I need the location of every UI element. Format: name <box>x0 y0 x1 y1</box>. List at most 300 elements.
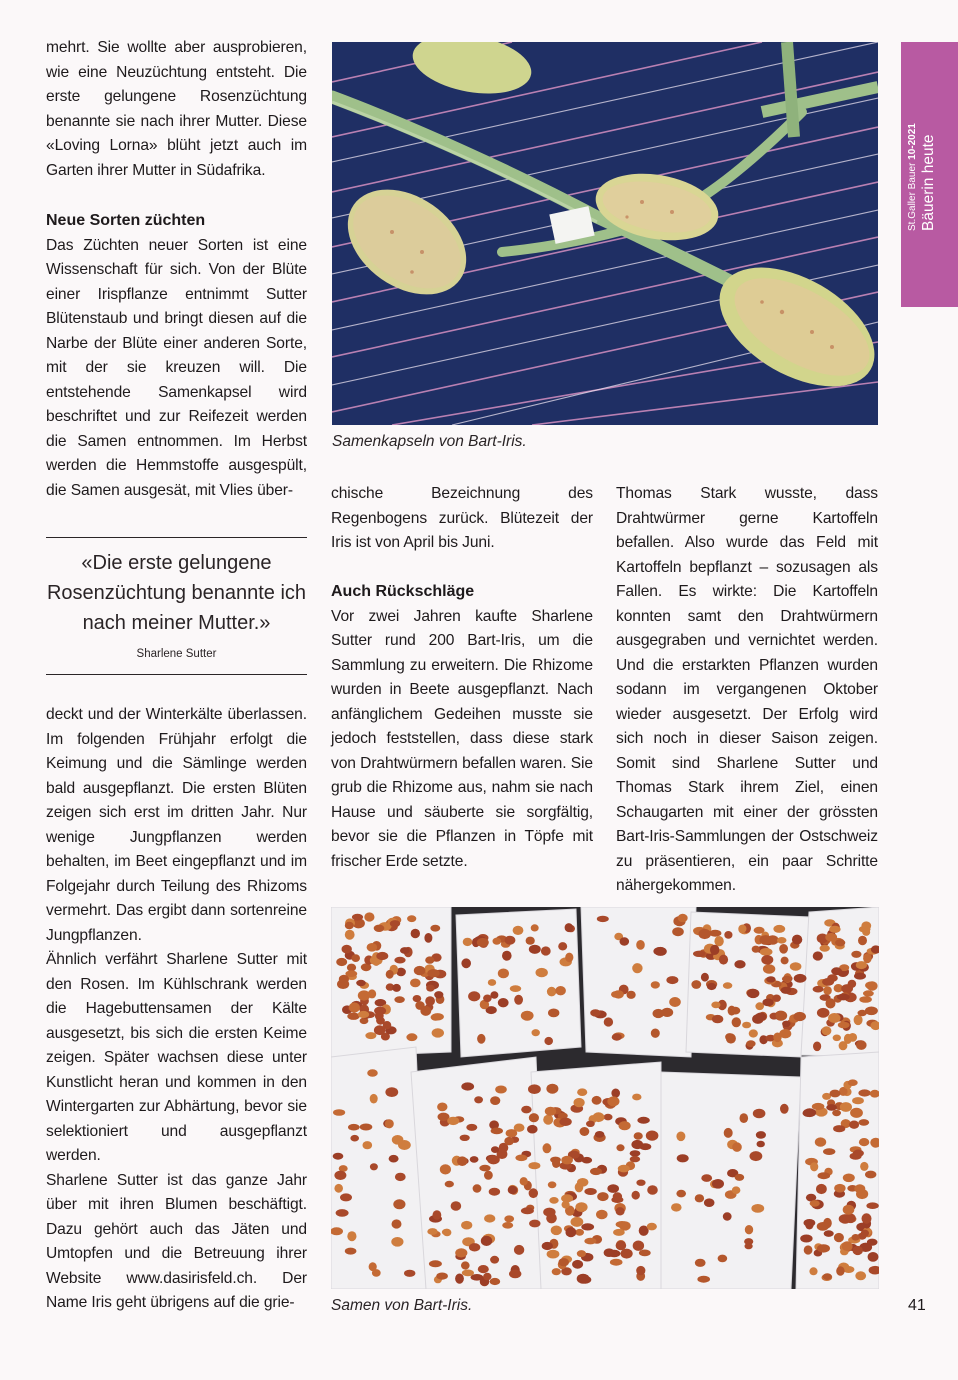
seed-mark <box>841 984 853 993</box>
seed-mark <box>858 936 867 946</box>
seed-mark <box>368 989 376 998</box>
seed-mark <box>515 1155 527 1162</box>
paragraph: mehrt. Sie wollte aber ausprobieren, wie eine Neuzüchtung entsteht. Die erste gelungene Rosenzüchtung benannte sie nach ihrer Mutter. Diese «Loving Lorna» blüht jetzt auch im Garten ihrer Mutter in Südafrika. <box>46 39 307 179</box>
seed-mark <box>843 1174 855 1183</box>
pull-quote <box>46 548 307 660</box>
seed-mark <box>457 1156 467 1166</box>
seed-mark <box>558 942 567 950</box>
seed-mark <box>406 1033 417 1041</box>
seed-mark <box>580 1127 590 1136</box>
seed-mark <box>636 940 645 950</box>
seed-mark <box>772 995 781 1002</box>
seed-mark <box>651 981 660 988</box>
seed-mark <box>447 1117 459 1125</box>
seed-mark <box>868 1252 879 1262</box>
seed-mark <box>372 1269 381 1277</box>
seed-mark <box>529 1188 538 1198</box>
seed-mark <box>861 1230 869 1237</box>
quote-rule-top <box>46 537 307 538</box>
seed-mark <box>479 1165 490 1172</box>
seed-mark <box>345 1248 357 1255</box>
column-1-bottom <box>46 703 307 1316</box>
seed-mark <box>490 1096 500 1105</box>
seed-mark <box>440 1164 451 1174</box>
seed-mark <box>671 1203 682 1211</box>
seed-mark <box>528 1162 540 1169</box>
seed-mark <box>833 1035 841 1042</box>
seed-mark <box>632 963 642 973</box>
column-2-top <box>331 482 593 556</box>
seed-mark <box>620 937 630 945</box>
seed-mark <box>630 1156 640 1162</box>
seed-mark <box>858 1010 867 1016</box>
seed-mark <box>433 1210 442 1220</box>
seed-mark <box>742 1022 751 1029</box>
seed-mark <box>565 923 573 932</box>
seed-mark <box>636 1266 645 1275</box>
seed-mark <box>822 1026 832 1035</box>
seed-mark <box>780 1104 789 1114</box>
seed-mark <box>577 1088 587 1096</box>
seed-mark <box>461 958 471 968</box>
seed-mark <box>420 1006 431 1016</box>
seed-mark <box>549 1197 558 1204</box>
seed-mark <box>575 1229 584 1236</box>
seed-mark <box>348 1124 360 1131</box>
seed-mark <box>854 973 866 980</box>
seed-mark <box>548 1181 557 1188</box>
seed-mark <box>718 1255 728 1263</box>
seed-mark <box>407 915 416 922</box>
seed-mark <box>677 1154 689 1162</box>
seed-mark <box>545 1107 556 1116</box>
seed-mark <box>824 1230 834 1237</box>
seed-mark <box>852 1234 860 1241</box>
seed-mark <box>340 1193 352 1201</box>
seed-mark <box>676 1190 686 1198</box>
caption-seed-capsules: Samenkapseln von Bart-Iris. <box>332 433 527 450</box>
seed-mark <box>848 1079 858 1086</box>
seed-mark <box>489 1188 500 1196</box>
seed-mark <box>427 1228 437 1235</box>
seed-mark <box>429 1260 442 1267</box>
seed-mark <box>856 1040 867 1050</box>
seed-mark <box>676 1132 685 1142</box>
seed-mark <box>762 999 773 1007</box>
seed-mark <box>360 1124 373 1131</box>
seed-mark <box>424 933 432 943</box>
seed-mark <box>863 953 872 963</box>
seed-mark <box>597 1192 608 1201</box>
seed-mark <box>842 1241 853 1251</box>
seed-mark <box>631 1140 643 1149</box>
seed-mark <box>850 1108 863 1118</box>
seed-mark <box>577 1274 590 1284</box>
seed-mark <box>756 1131 766 1139</box>
seed-mark <box>577 1250 586 1257</box>
seed-mark <box>391 1237 403 1247</box>
seed-mark <box>477 1034 485 1044</box>
seeds-illustration <box>331 907 879 1289</box>
seed-mark <box>565 953 573 963</box>
seed-mark <box>566 1227 577 1237</box>
seed-mark <box>364 912 374 921</box>
seed-mark <box>695 1259 706 1267</box>
seed-mark <box>816 1184 827 1194</box>
section-heading: Neue Sorten züchten <box>46 212 206 229</box>
seed-mark <box>653 1009 665 1018</box>
seed-mark <box>800 1235 812 1243</box>
seed-mark <box>777 937 787 944</box>
seed-mark <box>832 1110 841 1116</box>
seed-mark <box>833 1125 845 1132</box>
seed-mark <box>695 1194 704 1202</box>
seed-mark <box>612 1034 622 1041</box>
seed-mark <box>604 1017 613 1026</box>
seed-mark <box>621 1249 633 1259</box>
seed-mark <box>723 1212 732 1220</box>
seed-mark <box>430 925 440 932</box>
seed-mark <box>854 1184 865 1193</box>
seed-mark <box>740 1113 749 1123</box>
seed-mark <box>813 1042 821 1052</box>
seed-mark <box>724 1128 733 1138</box>
seed-mark <box>633 1241 644 1251</box>
seed-mark <box>711 1002 720 1009</box>
seed-mark <box>752 946 760 953</box>
seed-mark <box>582 1157 593 1164</box>
seed-mark <box>651 1029 660 1038</box>
seed-mark <box>385 1119 394 1128</box>
seed-mark <box>634 1132 643 1140</box>
seed-mark <box>351 954 360 962</box>
seed-mark <box>862 1213 872 1223</box>
seed-mark <box>436 1273 448 1280</box>
paragraph: Vor zwei Jahren kaufte Sharlene Sutter rund 200 Bart-Iris, um die Sammlung zu erweitern. Die Rhizome wurden in Beete ausgepflanzt. Nach anfänglichem Gedeihen musste sie jedoch feststellen, dass diese stark von Drahtwürmern befallen waren. Sie grub die Rhizome aus, nahm sie nach Hause und säuberte sie sorgfältig, bevor sie die Pflanzen in Töpfe mit frischer Erde setzte. <box>331 607 593 870</box>
seed-mark <box>474 1096 483 1103</box>
seed-mark <box>699 929 711 939</box>
seed-mark <box>562 1201 570 1209</box>
seed-mark <box>604 1248 615 1257</box>
seed-mark <box>790 962 802 971</box>
seed-mark <box>575 1202 587 1212</box>
seed-mark <box>611 991 620 998</box>
seed-mark <box>514 1245 524 1255</box>
seed-mark <box>484 1214 495 1222</box>
seed-mark <box>547 1250 560 1259</box>
seed-mark <box>730 1007 740 1015</box>
seed-mark <box>427 969 439 977</box>
seed-mark <box>400 947 410 954</box>
seed-mark <box>745 1225 753 1234</box>
seed-mark <box>734 960 745 968</box>
seed-mark <box>793 1012 806 1021</box>
seed-mark <box>463 938 473 946</box>
seed-mark <box>392 984 401 992</box>
seed-mark <box>859 1138 869 1146</box>
seed-mark <box>719 955 728 965</box>
seed-mark <box>709 930 721 937</box>
seed-mark <box>547 987 556 997</box>
seed-mark <box>392 1135 404 1145</box>
paragraph: chische Bezeichnung des Regenbogens zurück. Blütezeit der Iris ist von April bis Juni. <box>331 485 593 551</box>
magazine-name: St.Galler Bauer <box>907 162 918 231</box>
seed-mark <box>551 1226 562 1236</box>
seed-mark <box>468 991 480 1001</box>
seed-mark <box>804 1245 813 1254</box>
seed-mark <box>781 987 792 994</box>
seed-mark <box>334 1184 343 1193</box>
seed-mark <box>851 951 861 958</box>
seed-mark <box>555 986 566 995</box>
seed-mark <box>792 935 802 945</box>
seed-mark <box>753 1109 766 1119</box>
seed-mark <box>726 1033 736 1043</box>
seed-mark <box>541 946 551 955</box>
seed-mark <box>473 1184 482 1192</box>
photo-seed-capsules <box>332 42 878 425</box>
seed-mark <box>577 1178 588 1187</box>
seed-mark <box>826 1104 837 1111</box>
paragraph: Ähnlich verfährt Sharlene Sutter mit den Rosen. Im Kühlschrank werden die Hagebuttensamen der Kälte ausgesetzt, bis sich die ersten Keime zeigen. Später wachsen diese unter Kunstlicht heran und kommen in den Wintergarten zur Abhärtung, bevor sie selektioniert und ausgepflanzt werden. <box>46 951 307 1164</box>
seed-mark <box>738 925 746 933</box>
seed-mark <box>637 1117 649 1124</box>
seed-mark <box>590 1168 602 1175</box>
seed-mark <box>352 914 363 921</box>
seed-mark <box>810 1200 820 1207</box>
seed-mark <box>611 1089 620 1098</box>
seed-mark <box>639 1250 651 1257</box>
seed-mark <box>488 979 496 986</box>
seed-mark <box>536 968 548 977</box>
seed-mark <box>607 1184 619 1193</box>
seed-mark <box>561 1156 573 1165</box>
seed-mark <box>604 1114 613 1121</box>
seed-mark <box>552 1159 560 1168</box>
seed-mark <box>794 974 807 983</box>
seed-mark <box>543 1115 553 1125</box>
section-tab <box>901 42 958 307</box>
seed-mark <box>390 920 400 927</box>
paragraph: deckt und der Winterkälte überlassen. Im folgenden Frühjahr erfolgt die Keimung und die Sämlinge werden bald ausgepflanzt. Die ersten Blüten zeigen sich erst im dritten Jahr. Nur wenige Jungpflanzen werden behalten, im Beet eingepflanzt und im Folgejahr durch Teilung des Rhizoms vermehrt. Das ergibt dann sortenreine Jungpflanzen. <box>46 706 307 944</box>
seed-mark <box>336 1209 349 1217</box>
paragraph: Das Züchten neuer Sorten ist eine Wissenschaft für sich. Von der Blüte einer Irispflanze entnimmt Sutter Blütenstaub und bringt diesen auf die Narbe der Blüte einer anderen Sorte, mit der sie kreuzen will. Die entstehende Samenkapsel wird beschriftet und zur Reifezeit werden die Samen entnommen. Im Herbst werden die Hemmstoffe ausgespült, die Samen ausgesät, mit Vlies über- <box>46 236 307 499</box>
seed-mark <box>411 929 420 938</box>
section-tab-label <box>901 42 958 237</box>
seed-mark <box>347 1231 356 1241</box>
seed-mark <box>818 1172 831 1179</box>
seed-mark <box>365 1032 376 1039</box>
seed-mark <box>432 1028 444 1037</box>
seed-mark <box>584 1188 596 1195</box>
seed-mark <box>766 976 775 982</box>
seed-mark <box>531 924 539 931</box>
seed-mark <box>481 1236 492 1246</box>
seed-mark <box>746 1040 755 1047</box>
section-neue-sorten <box>46 209 307 503</box>
seed-mark <box>376 952 388 960</box>
seed-mark <box>487 1155 500 1164</box>
seed-mark <box>483 1273 491 1281</box>
seed-mark <box>529 1113 539 1122</box>
seed-mark <box>779 944 788 954</box>
seed-mark <box>528 1084 541 1094</box>
seed-mark <box>846 1214 856 1224</box>
page-number: 41 <box>908 1297 926 1314</box>
seed-mark <box>619 1121 631 1130</box>
seed-mark <box>691 980 701 989</box>
column-1-top <box>46 36 307 183</box>
seed-mark <box>461 1221 472 1230</box>
quote-text: «Die erste gelungene Rosenzüchtung benannte ich nach meiner Mutter.» <box>46 552 307 634</box>
seed-mark <box>678 914 688 923</box>
seed-mark <box>345 930 355 940</box>
seed-mark <box>616 1221 629 1228</box>
seed-mark <box>521 1106 531 1114</box>
seed-mark <box>697 1276 710 1283</box>
seed-mark <box>513 926 524 935</box>
seed-mark <box>747 989 760 998</box>
seed-mark <box>367 1069 378 1077</box>
seed-mark <box>425 956 434 963</box>
seed-mark <box>506 1129 518 1137</box>
seed-mark <box>812 1103 825 1110</box>
seed-mark <box>462 1270 474 1277</box>
seed-mark <box>529 1220 540 1228</box>
seed-mark <box>495 1086 507 1094</box>
seed-mark <box>632 1094 641 1101</box>
seed-mark <box>559 1118 571 1126</box>
seed-mark <box>636 1180 645 1186</box>
seed-mark <box>830 1090 841 1098</box>
seed-mark <box>850 1153 862 1160</box>
seed-mark <box>445 1181 454 1188</box>
seed-mark <box>504 1215 514 1222</box>
seed-mark <box>542 1242 553 1250</box>
seed-mark <box>735 1174 745 1181</box>
seed-mark <box>520 1177 528 1185</box>
seed-mark <box>374 1025 385 1035</box>
seed-mark <box>829 926 840 933</box>
seed-mark <box>345 922 354 930</box>
seed-mark <box>820 945 830 952</box>
section-rueckschlaege <box>331 580 593 874</box>
seed-mark <box>825 933 837 942</box>
seed-mark <box>590 1009 600 1016</box>
seed-mark <box>855 1271 866 1280</box>
seed-mark <box>835 939 845 946</box>
seed-mark <box>358 1011 369 1018</box>
seed-mark <box>498 969 509 979</box>
seed-mark <box>477 938 489 947</box>
seed-mark <box>510 985 521 992</box>
seed-mark <box>613 1229 625 1236</box>
seed-mark <box>385 1087 398 1097</box>
seed-mark <box>815 1137 826 1146</box>
seed-mark <box>828 1013 840 1023</box>
seed-mark <box>630 1150 641 1156</box>
seed-mark <box>336 958 347 966</box>
seed-mark <box>732 1186 741 1194</box>
seed-mark <box>342 945 352 954</box>
seed-mark <box>363 1141 373 1149</box>
seed-mark <box>859 996 872 1003</box>
seed-mark <box>490 991 498 998</box>
seed-mark <box>470 1156 479 1163</box>
seed-mark <box>823 1273 832 1280</box>
seed-mark <box>356 980 366 986</box>
seed-mark <box>853 1246 863 1255</box>
seed-mark <box>822 978 834 986</box>
seed-mark <box>826 998 836 1008</box>
seed-mark <box>460 1135 470 1141</box>
seed-mark <box>759 935 772 945</box>
seed-mark <box>543 1143 552 1153</box>
seed-mark <box>558 1258 569 1266</box>
seed-mark <box>451 1201 462 1210</box>
seed-mark <box>781 957 789 965</box>
seed-mark <box>334 1171 346 1180</box>
seed-mark <box>543 1208 555 1217</box>
seed-mark <box>607 1096 619 1106</box>
seed-mark <box>616 1241 627 1250</box>
seed-mark <box>712 1179 724 1189</box>
seed-mark <box>469 1243 480 1251</box>
seed-mark <box>442 1229 451 1236</box>
seed-mark <box>526 937 535 945</box>
seed-mark <box>810 1162 818 1171</box>
seed-mark <box>491 1128 503 1135</box>
seed-mark <box>592 1096 602 1105</box>
seed-mark <box>389 1155 399 1163</box>
seed-mark <box>548 1009 559 1018</box>
section-name: Bäuerin heute <box>920 134 937 231</box>
seed-mark <box>849 1121 859 1129</box>
seed-mark <box>732 1017 741 1027</box>
issue-number: 10-2021 <box>907 123 918 160</box>
seed-mark <box>502 1222 513 1229</box>
seed-mark <box>597 916 609 922</box>
caption-seeds: Samen von Bart-Iris. <box>331 1297 473 1314</box>
seed-mark <box>761 955 773 965</box>
photo-seeds <box>331 907 879 1289</box>
seed-mark <box>374 925 385 932</box>
seed-mark <box>392 1219 402 1228</box>
seed-mark <box>750 1151 763 1161</box>
seed-mark <box>414 966 426 975</box>
seed-mark <box>823 986 831 995</box>
seed-mark <box>367 943 378 952</box>
seed-mark <box>782 1021 790 1027</box>
seed-mark <box>455 1274 464 1284</box>
seed-mark <box>840 1102 852 1112</box>
seed-mark <box>704 1198 715 1207</box>
seed-mark <box>527 1125 538 1134</box>
seed-mark <box>502 951 512 961</box>
seed-mark <box>483 995 492 1003</box>
seed-mark <box>823 1148 835 1155</box>
seed-mark <box>504 1137 514 1145</box>
seed-mark <box>610 1259 623 1266</box>
seed-mark <box>860 1162 868 1171</box>
seed-mark <box>434 991 443 998</box>
seed-mark <box>514 995 523 1005</box>
seed-mark <box>751 1204 764 1213</box>
seed-mark <box>865 1171 876 1179</box>
seed-mark <box>347 964 356 972</box>
seed-mark <box>834 1184 845 1193</box>
seed-mark <box>773 1033 781 1043</box>
